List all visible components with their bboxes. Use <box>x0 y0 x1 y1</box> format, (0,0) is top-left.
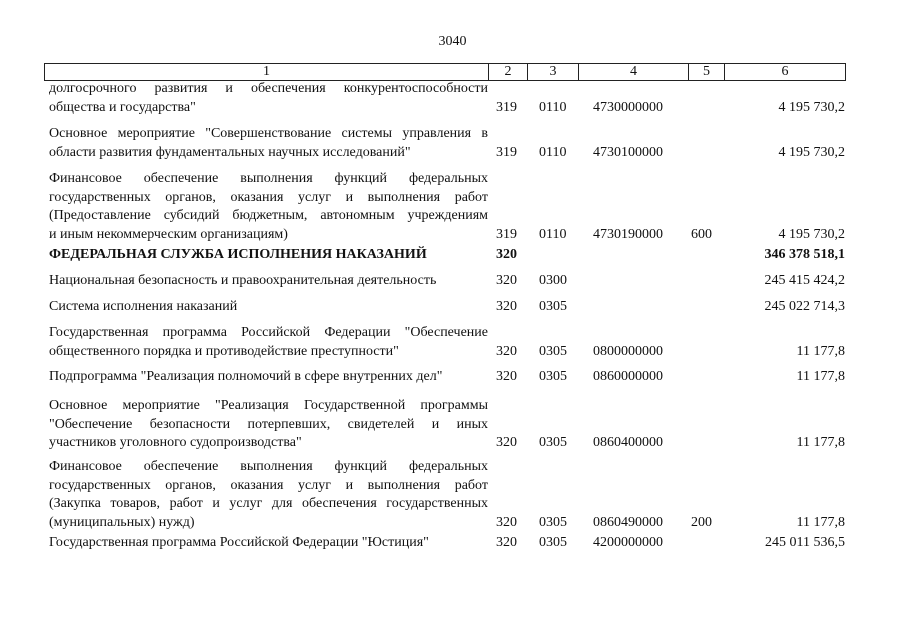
section-code: 0300 <box>539 273 567 288</box>
row-description-line: участников уголовного судопроизводства" <box>49 435 302 450</box>
amount: 346 378 518,1 <box>764 247 845 262</box>
row-description-line: "Обеспечение безопасности потерпевших, свидетелей и иных <box>49 416 488 432</box>
target-article-code: 0860400000 <box>593 435 663 450</box>
section-code: 0305 <box>539 435 567 450</box>
section-code: 0110 <box>539 226 567 242</box>
ministry-code: 319 <box>496 99 517 115</box>
target-article-code: 0860000000 <box>593 369 663 384</box>
row-description <box>49 80 488 117</box>
amount: 245 415 424,2 <box>764 273 845 288</box>
target-article-code: 4730000000 <box>593 99 663 115</box>
row-description-line: Финансовое обеспечение выполнения функций федеральных <box>49 171 488 186</box>
row-description-line: (Предоставление субсидий бюджетным, автономным учреждениям <box>49 208 488 223</box>
ministry-code: 319 <box>496 144 517 160</box>
row-description-line: (Закупка товаров, работ и услуг для обеспечения государственных <box>49 496 488 511</box>
row-description-line: (муниципальных) нужд) <box>49 514 195 530</box>
header-col-1: 1 <box>45 64 489 80</box>
section-code: 0110 <box>539 99 567 115</box>
row-description-line: области развития фундаментальных научных исследований" <box>49 144 411 160</box>
section-code: 0110 <box>539 144 567 160</box>
ministry-code: 320 <box>496 343 517 359</box>
expense-type-code: 200 <box>691 514 712 530</box>
row-description-line: долгосрочного развития и обеспечения конкурентоспособности <box>49 81 488 96</box>
row-description <box>49 246 488 265</box>
header-col-5: 5 <box>689 64 725 80</box>
row-description-line: Основное мероприятие "Реализация Государственной программы <box>49 398 488 413</box>
amount: 245 011 536,5 <box>765 535 845 550</box>
row-description <box>49 368 488 387</box>
header-col-6: 6 <box>781 64 789 79</box>
amount: 11 177,8 <box>796 369 845 384</box>
ministry-code: 320 <box>496 273 517 288</box>
section-code: 0305 <box>539 535 567 550</box>
header-col-4: 4 <box>579 64 689 80</box>
section-code: 0305 <box>539 343 567 359</box>
row-description <box>49 397 488 453</box>
row-description-line: Государственная программа Российской Федерации "Обеспечение <box>49 325 488 340</box>
row-description-line: ФЕДЕРАЛЬНАЯ СЛУЖБА ИСПОЛНЕНИЯ НАКАЗАНИЙ <box>49 247 427 262</box>
ministry-code: 320 <box>496 535 517 550</box>
amount: 4 195 730,2 <box>778 144 845 160</box>
section-code: 0305 <box>539 514 567 530</box>
target-article-code: 0860490000 <box>593 514 663 530</box>
section-code: 0305 <box>539 299 567 314</box>
page-number: 3040 <box>438 34 467 49</box>
row-description <box>49 324 488 361</box>
ministry-code: 319 <box>496 226 517 242</box>
section-code: 0305 <box>539 369 567 384</box>
row-description-line: общества и государства" <box>49 99 196 115</box>
row-description-line: государственных органов, оказания услуг и выполнения работ <box>49 477 488 493</box>
row-description-line: Система исполнения наказаний <box>49 299 238 314</box>
header-col-2: 2 <box>489 64 528 80</box>
amount: 11 177,8 <box>796 435 845 450</box>
row-description-line: государственных органов, оказания услуг и выполнения работ <box>49 189 488 205</box>
header-col-3: 3 <box>528 64 579 80</box>
row-description <box>49 170 488 244</box>
ministry-code: 320 <box>496 514 517 530</box>
ministry-code: 320 <box>496 247 517 262</box>
ministry-code: 320 <box>496 369 517 384</box>
row-description-line: и иным некоммерческим организациям) <box>49 226 288 242</box>
amount: 4 195 730,2 <box>778 99 845 115</box>
ministry-code: 320 <box>496 435 517 450</box>
row-description-line: Финансовое обеспечение выполнения функций федеральных <box>49 459 488 474</box>
expense-type-code: 600 <box>691 226 712 242</box>
row-description <box>49 534 488 553</box>
row-description <box>49 272 488 291</box>
row-description-line: Государственная программа Российской Федерации "Юстиция" <box>49 535 429 550</box>
row-description-line: Подпрограмма "Реализация полномочий в сфере внутренних дел" <box>49 369 443 384</box>
target-article-code: 4200000000 <box>593 535 663 550</box>
row-description <box>49 298 488 317</box>
ministry-code: 320 <box>496 299 517 314</box>
amount: 4 195 730,2 <box>778 226 845 242</box>
row-description <box>49 125 488 162</box>
row-description-line: Национальная безопасность и правоохранительная деятельность <box>49 273 437 288</box>
amount: 11 177,8 <box>796 514 845 530</box>
target-article-code: 0800000000 <box>593 343 663 359</box>
row-description <box>49 458 488 532</box>
amount: 11 177,8 <box>796 343 845 359</box>
amount: 245 022 714,3 <box>764 299 845 314</box>
target-article-code: 4730100000 <box>593 144 663 160</box>
row-description-line: Основное мероприятие "Совершенствование системы управления в <box>49 126 488 141</box>
row-description-line: общественного порядка и противодействие преступности" <box>49 343 399 359</box>
target-article-code: 4730190000 <box>593 226 663 242</box>
